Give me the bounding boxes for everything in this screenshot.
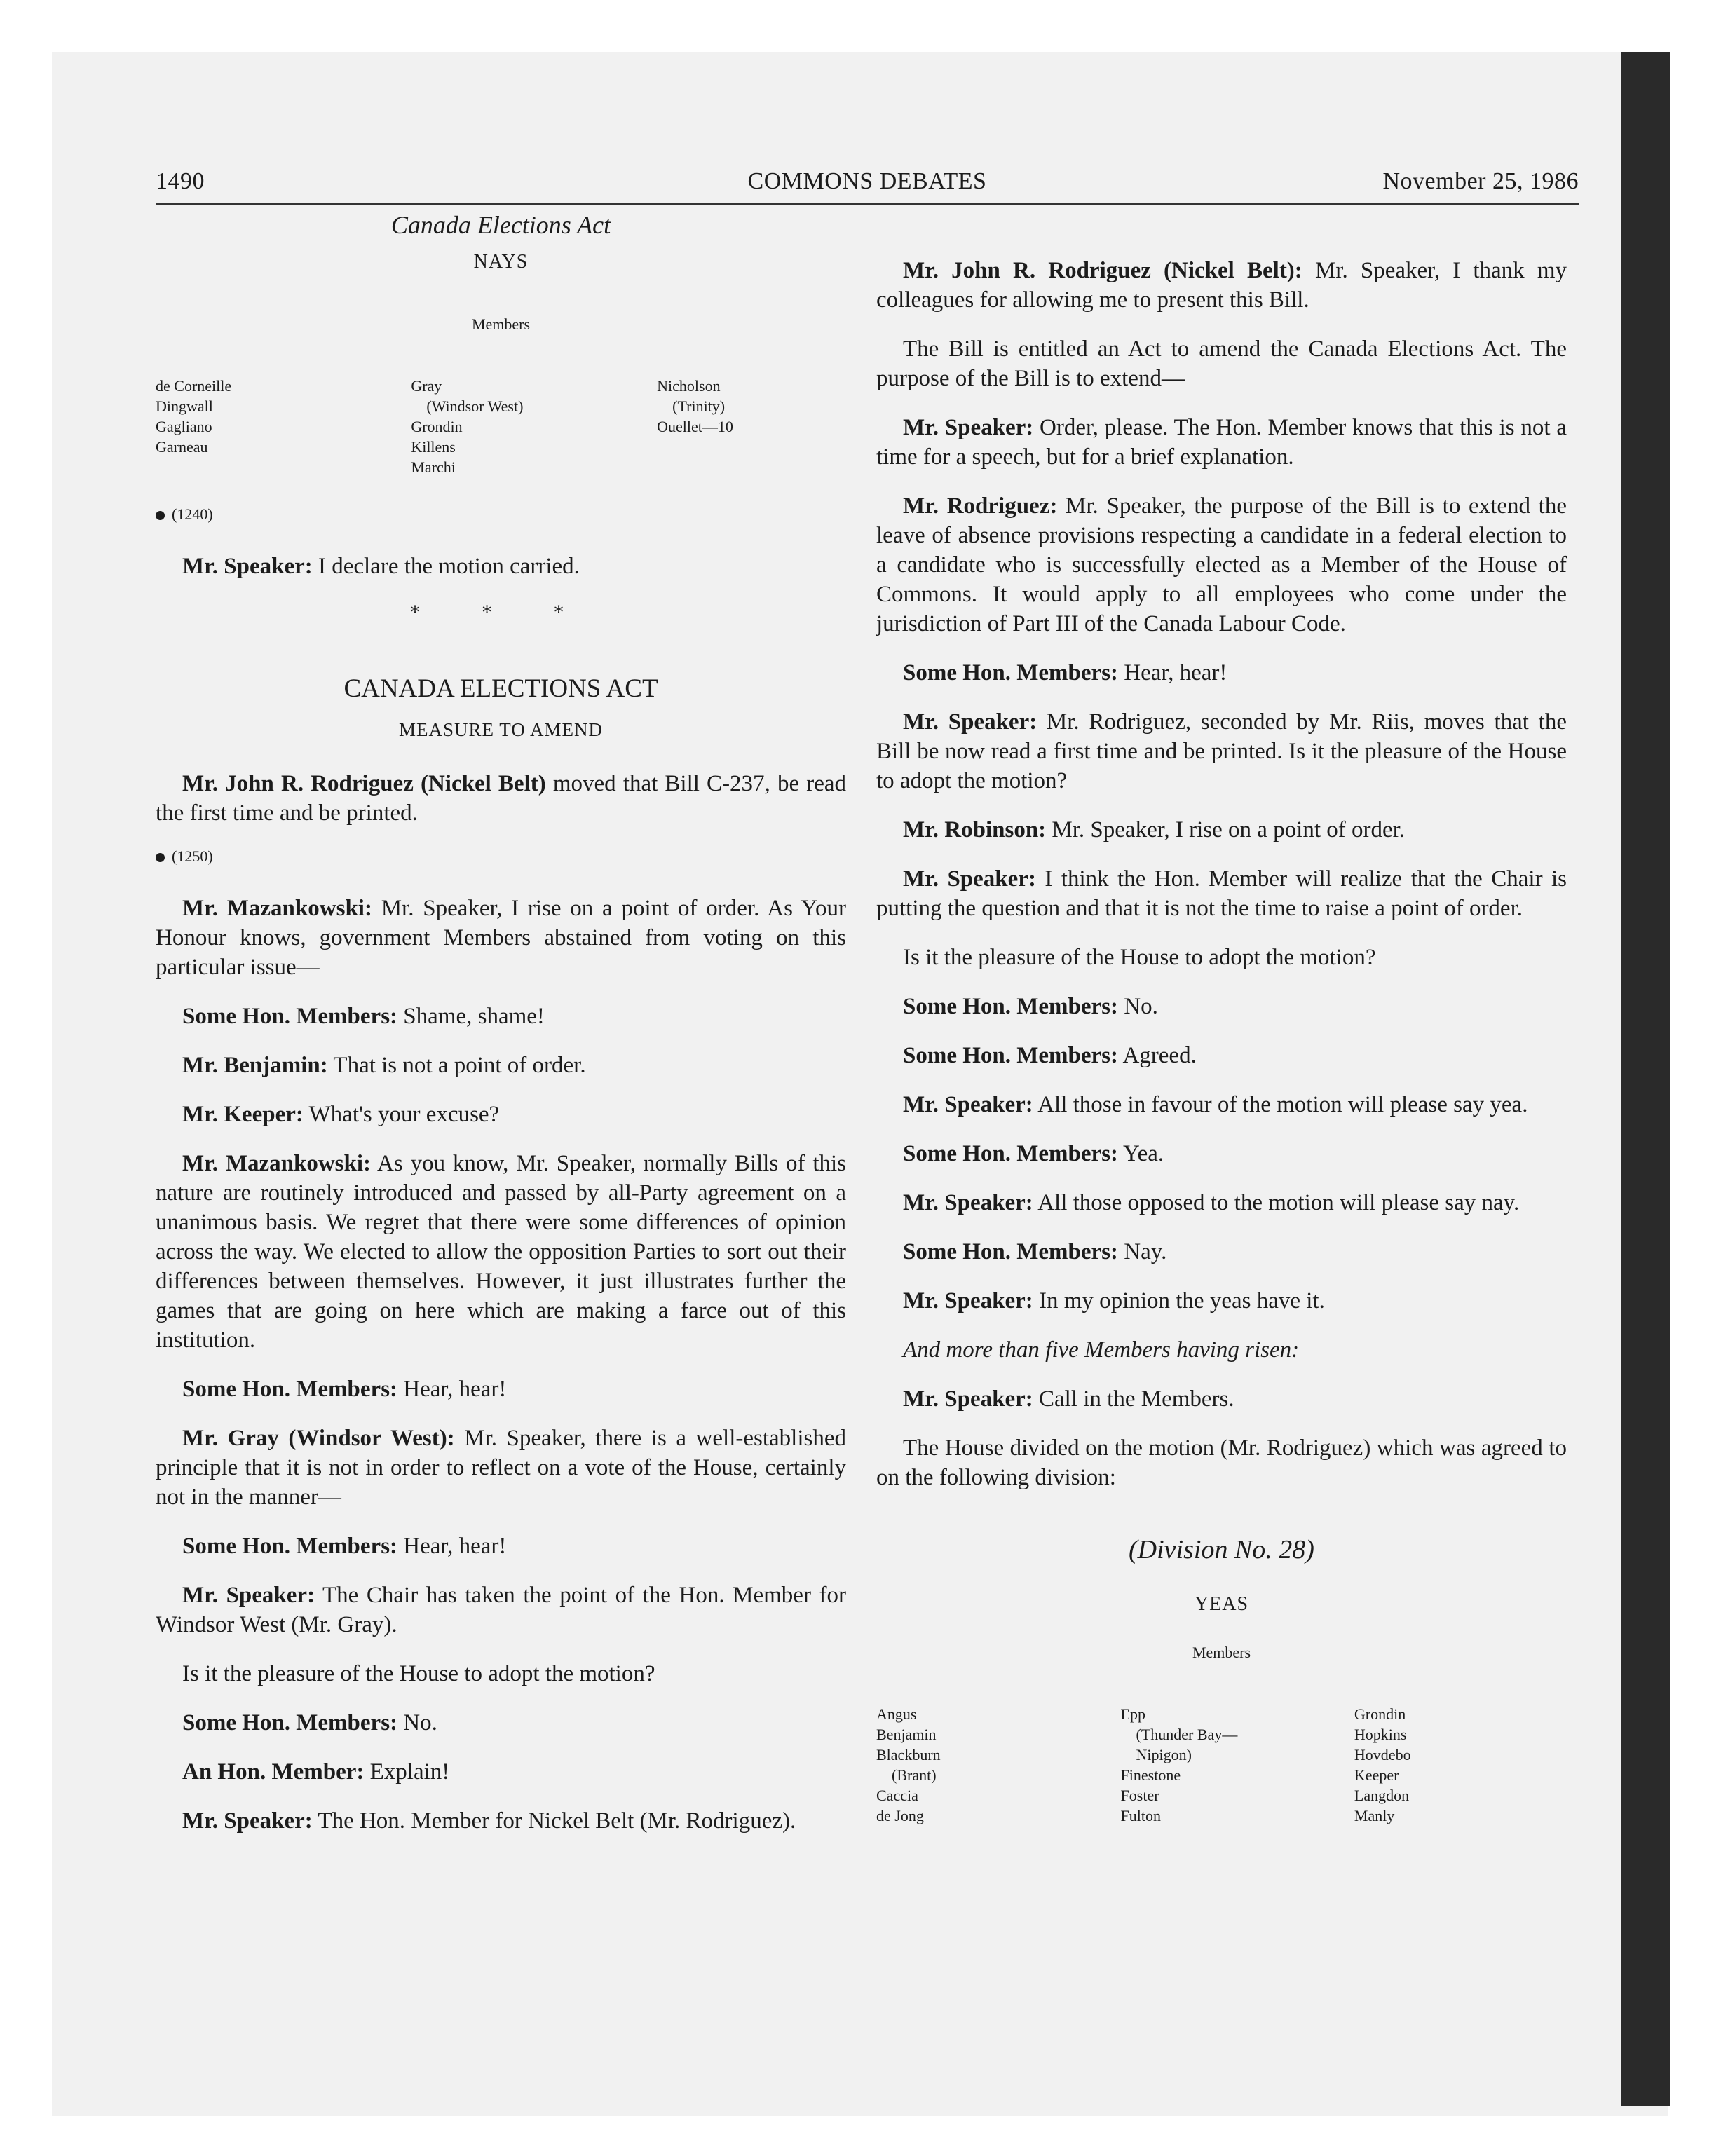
speaker-name: Mr. Speaker:: [182, 1583, 315, 1608]
member-riding: (Thunder Bay—: [1136, 1726, 1238, 1743]
speaker-name: Mr. Gray (Windsor West):: [182, 1426, 455, 1451]
speech-paragraph: Mr. Rodriguez: Mr. Speaker, the purpose of the Bill is to extend the leave of absence provisions respecting a candidate in a federal election to a candidate who is successfully elected as a Member of the House of Commons. It would apply to all employees who come under the jurisdiction of Part III of the Canada Labour Code.: [876, 493, 1567, 636]
speech-paragraph: Is it the pleasure of the House to adopt the motion?: [182, 1661, 655, 1686]
speech-paragraph: Mr. Speaker: The Hon. Member for Nickel Belt (Mr. Rodriguez).: [182, 1808, 796, 1834]
member-name: Garneau: [156, 438, 208, 456]
member-name: Hopkins: [1354, 1726, 1407, 1743]
speech-paragraph: Mr. Mazankowski: Mr. Speaker, I rise on a point of order. As Your Honour knows, government Members abstained from voting on this particular issue—: [156, 896, 846, 980]
speaker-name: Some Hon. Members:: [903, 1043, 1119, 1068]
speech-paragraph: Mr. Benjamin: That is not a point of order.: [182, 1053, 586, 1078]
member-name: Manly: [1354, 1807, 1395, 1824]
member-name: Gray: [411, 377, 442, 395]
bullet-icon: [156, 853, 165, 862]
speaker-name: Mr. Speaker:: [182, 1808, 313, 1834]
member-name: Gagliano: [156, 418, 212, 435]
speech-paragraph: Some Hon. Members: Yea.: [903, 1141, 1164, 1166]
yeas-heading: YEAS: [1194, 1593, 1249, 1615]
speaker-name: Mr. Rodriguez:: [903, 493, 1058, 519]
speech-paragraph: Some Hon. Members: Nay.: [903, 1239, 1167, 1264]
speaker-name: Mr. Mazankowski:: [182, 1151, 372, 1176]
speech-paragraph: Some Hon. Members: Hear, hear!: [182, 1377, 507, 1402]
speech-paragraph: Mr. Speaker: All those opposed to the motion will please say nay.: [903, 1190, 1520, 1215]
yeas-list: [876, 1704, 1567, 1826]
yeas-members-label: Members: [1192, 1644, 1251, 1661]
member-name: Nicholson: [657, 377, 721, 395]
speech-paragraph: An Hon. Member: Explain!: [182, 1759, 450, 1785]
member-name: Ouellet—10: [657, 418, 733, 435]
speech-paragraph: Mr. John R. Rodriguez (Nickel Belt): Mr. Speaker, I thank my colleagues for allowing me to present this Bill.: [876, 258, 1567, 313]
section-title: CANADA ELECTIONS ACT: [343, 674, 658, 703]
speech-paragraph: Mr. John R. Rodriguez (Nickel Belt) moved that Bill C-237, be read the first time and be printed.: [156, 771, 846, 826]
publication-title: COMMONS DEBATES: [747, 168, 987, 194]
member-name: de Corneille: [156, 377, 232, 395]
member-riding: (Brant): [892, 1766, 937, 1784]
member-name: Angus: [876, 1705, 917, 1723]
member-name: Blackburn: [876, 1746, 941, 1763]
procedural-note: And more than five Members having risen:: [903, 1337, 1300, 1363]
speech-paragraph: Mr. Speaker: Call in the Members.: [903, 1386, 1234, 1412]
page-date: November 25, 1986: [1382, 168, 1579, 194]
member-name: Epp: [1120, 1705, 1145, 1723]
member-name: Marchi: [411, 458, 456, 476]
speaker-name: Mr. Keeper:: [182, 1102, 304, 1127]
speaker-name: Some Hon. Members:: [182, 1377, 398, 1402]
time-marker: (1240): [156, 505, 846, 524]
member-riding: (Windsor West): [426, 397, 524, 415]
page-number: 1490: [156, 168, 205, 194]
nays-members-label: Members: [471, 315, 531, 333]
speaker-name: Some Hon. Members:: [903, 660, 1119, 685]
nays-heading: NAYS: [473, 251, 529, 273]
speaker-name: Mr. Mazankowski:: [182, 896, 372, 921]
speaker-name: Mr. Speaker:: [903, 709, 1037, 735]
member-name: Foster: [1120, 1787, 1159, 1804]
speech-paragraph: Some Hon. Members: No.: [182, 1710, 437, 1735]
time-marker: (1250): [156, 847, 846, 866]
speaker-name: Mr. Benjamin:: [182, 1053, 328, 1078]
speaker-name: Mr. John R. Rodriguez (Nickel Belt):: [903, 258, 1302, 283]
member-riding: Nipigon): [1136, 1746, 1192, 1763]
member-name: Langdon: [1354, 1787, 1410, 1804]
speech-paragraph: Mr. Speaker: I declare the motion carried.: [182, 554, 580, 579]
speaker-name: Mr. Speaker:: [903, 415, 1034, 440]
member-name: Grondin: [1354, 1705, 1406, 1723]
member-name: Keeper: [1354, 1766, 1399, 1784]
speech-paragraph: Some Hon. Members: Agreed.: [903, 1043, 1197, 1068]
speaker-name: Mr. Speaker:: [182, 554, 313, 579]
member-name: Grondin: [411, 418, 463, 435]
speaker-name: Mr. Robinson:: [903, 817, 1047, 842]
section-subtitle: MEASURE TO AMEND: [398, 719, 604, 740]
speech-paragraph: Mr. Speaker: Order, please. The Hon. Member knows that this is not a time for a speech, but for a brief explanation.: [876, 415, 1567, 470]
member-name: Dingwall: [156, 397, 213, 415]
speaker-name: Mr. Speaker:: [903, 1288, 1033, 1314]
speaker-name: Mr. Speaker:: [903, 1092, 1033, 1117]
speaker-name: Some Hon. Members:: [903, 994, 1119, 1019]
speaker-name: Mr. Speaker:: [903, 1190, 1033, 1215]
speech-paragraph: Some Hon. Members: No.: [903, 994, 1158, 1019]
scan-edge-bar: [1621, 52, 1670, 2106]
speaker-name: Some Hon. Members:: [903, 1141, 1119, 1166]
division-number: (Division No. 28): [1129, 1535, 1314, 1564]
speech-paragraph: Mr. Speaker: All those in favour of the motion will please say yea.: [903, 1092, 1528, 1117]
speech-paragraph: Mr. Speaker: Mr. Rodriguez, seconded by Mr. Riis, moves that the Bill be now read a first time and be printed. Is it the pleasure of the House to adopt the motion?: [876, 709, 1567, 793]
member-name: Killens: [411, 438, 456, 456]
speech-paragraph: Some Hon. Members: Hear, hear!: [182, 1534, 507, 1559]
speaker-name: An Hon. Member:: [182, 1759, 365, 1785]
member-name: de Jong: [876, 1807, 924, 1824]
speech-paragraph: Mr. Gray (Windsor West): Mr. Speaker, there is a well-established principle that it is not in order to reflect on a vote of the House, certainly not in the manner—: [156, 1426, 846, 1510]
speaker-name: Mr. John R. Rodriguez (Nickel Belt): [182, 771, 546, 796]
member-name: Fulton: [1120, 1807, 1161, 1824]
right-column: [876, 256, 1567, 1854]
speaker-name: Mr. Speaker:: [903, 1386, 1033, 1412]
speech-paragraph: Is it the pleasure of the House to adopt the motion?: [903, 945, 1376, 970]
speech-paragraph: Mr. Mazankowski: As you know, Mr. Speaker, normally Bills of this nature are routinely introduced and passed by all-Party agreement on a unanimous basis. We regret that there were some differences of opinion across the way. We elected to allow the opposition Parties to sort out their differences between themselves. However, it just illustrates further the games that are going on here which are making a farce out of this institution.: [156, 1151, 847, 1353]
speech-paragraph: Mr. Robinson: Mr. Speaker, I rise on a point of order.: [903, 817, 1406, 842]
speech-paragraph: The House divided on the motion (Mr. Rodriguez) which was agreed to on the following division:: [876, 1435, 1567, 1490]
member-riding: (Trinity): [672, 397, 726, 415]
speaker-name: Some Hon. Members:: [182, 1534, 398, 1559]
speaker-name: Mr. Speaker:: [903, 866, 1036, 892]
speech-paragraph: Mr. Speaker: The Chair has taken the point of the Hon. Member for Windsor West (Mr. Gray).: [156, 1583, 846, 1637]
speech-paragraph: Some Hon. Members: Shame, shame!: [182, 1004, 545, 1029]
member-name: Finestone: [1120, 1766, 1181, 1784]
speech-paragraph: Mr. Keeper: What's your excuse?: [182, 1102, 500, 1127]
section-separator: * * *: [409, 601, 592, 624]
member-name: Benjamin: [876, 1726, 937, 1743]
speech-paragraph: Some Hon. Members: Hear, hear!: [903, 660, 1227, 685]
member-name: Caccia: [876, 1787, 918, 1804]
speech-paragraph: The Bill is entitled an Act to amend the Canada Elections Act. The purpose of the Bill is to extend—: [876, 336, 1567, 391]
left-column: [156, 210, 846, 1855]
member-name: Hovdebo: [1354, 1746, 1411, 1763]
nays-list: [156, 376, 846, 477]
bullet-icon: [156, 511, 165, 520]
speech-paragraph: Mr. Speaker: I think the Hon. Member will realize that the Chair is putting the question and that it is not the time to raise a point of order.: [876, 866, 1567, 921]
speaker-name: Some Hon. Members:: [182, 1004, 398, 1029]
page-header: [156, 164, 1579, 205]
speech-paragraph: Mr. Speaker: In my opinion the yeas have it.: [903, 1288, 1325, 1314]
speaker-name: Some Hon. Members:: [903, 1239, 1119, 1264]
speaker-name: Some Hon. Members:: [182, 1710, 398, 1735]
nays-title: Canada Elections Act: [390, 211, 611, 239]
